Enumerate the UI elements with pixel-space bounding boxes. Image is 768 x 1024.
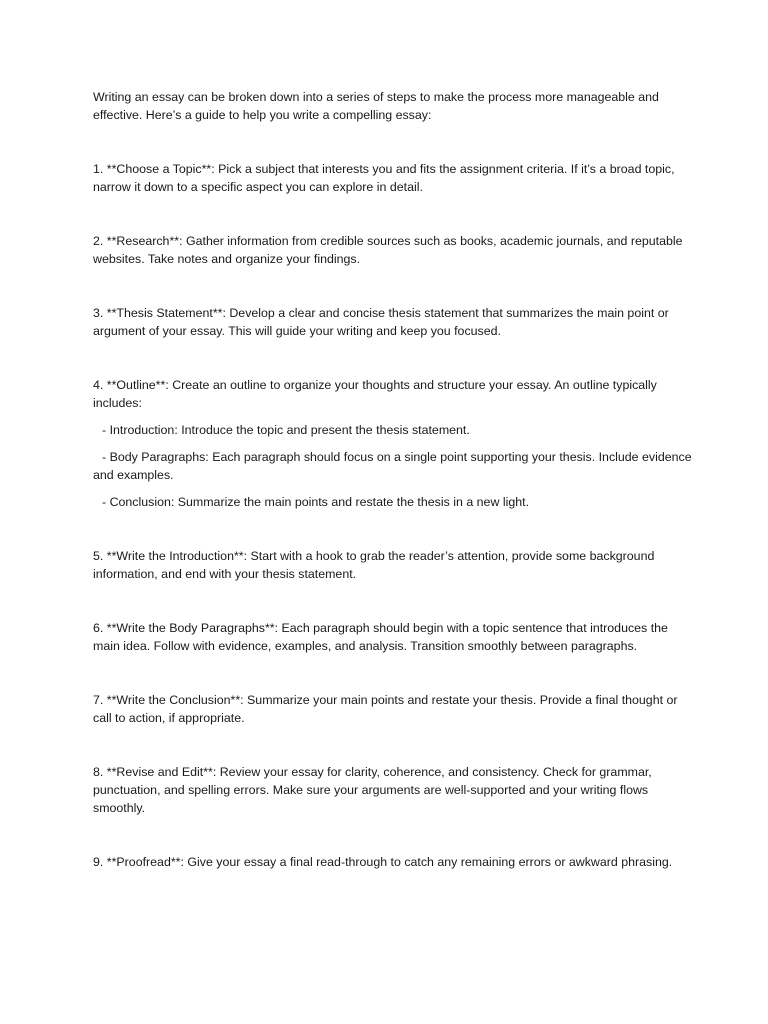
step-7 [93,691,693,727]
outline-subitem-introduction: - Introduction: Introduce the topic and present the thesis statement. [102,423,470,437]
step-9 [93,853,693,871]
outline-sublist [93,421,693,511]
step-6 [93,619,693,655]
step-8 [93,763,693,817]
step-text: 8. **Revise and Edit**: Review your essay for clarity, coherence, and consistency. Check for grammar, punctuation, and spelling errors. Make sure your arguments are well-supported and your writing flows smoothly. [93,765,652,815]
step-text: 3. **Thesis Statement**: Develop a clear and concise thesis statement that summarizes the main point or argument of your essay. This will guide your writing and keep you focused. [93,306,669,338]
step-3 [93,304,693,340]
step-text: 4. **Outline**: Create an outline to organize your thoughts and structure your essay. An outline typically includes: [93,378,657,410]
step-1 [93,160,693,196]
outline-subitem-body-paragraphs: - Body Paragraphs: Each paragraph should focus on a single point supporting your thesis. Include evidence and examples. [93,450,692,482]
step-text: 6. **Write the Body Paragraphs**: Each paragraph should begin with a topic sentence that introduces the main idea. Follow with evidence, examples, and analysis. Transition smoothly between paragraphs. [93,621,668,653]
step-text: 1. **Choose a Topic**: Pick a subject that interests you and fits the assignment criteria. If it’s a broad topic, narrow it down to a specific aspect you can explore in detail. [93,162,675,194]
step-4 [93,376,693,511]
step-5 [93,547,693,583]
step-2 [93,232,693,268]
outline-subitem-conclusion: - Conclusion: Summarize the main points and restate the thesis in a new light. [102,495,530,509]
step-text: 7. **Write the Conclusion**: Summarize your main points and restate your thesis. Provide a final thought or call to action, if appropriate. [93,693,678,725]
step-text: 5. **Write the Introduction**: Start with a hook to grab the reader’s attention, provide some background information, and end with your thesis statement. [93,549,655,581]
step-text: 9. **Proofread**: Give your essay a final read-through to catch any remaining errors or awkward phrasing. [93,855,673,869]
document-body [93,88,693,907]
step-text: 2. **Research**: Gather information from credible sources such as books, academic journals, and reputable websites. Take notes and organize your findings. [93,234,683,266]
intro-paragraph: Writing an essay can be broken down into a series of steps to make the process more manageable and effective. Here’s a guide to help you write a compelling essay: [93,90,659,122]
